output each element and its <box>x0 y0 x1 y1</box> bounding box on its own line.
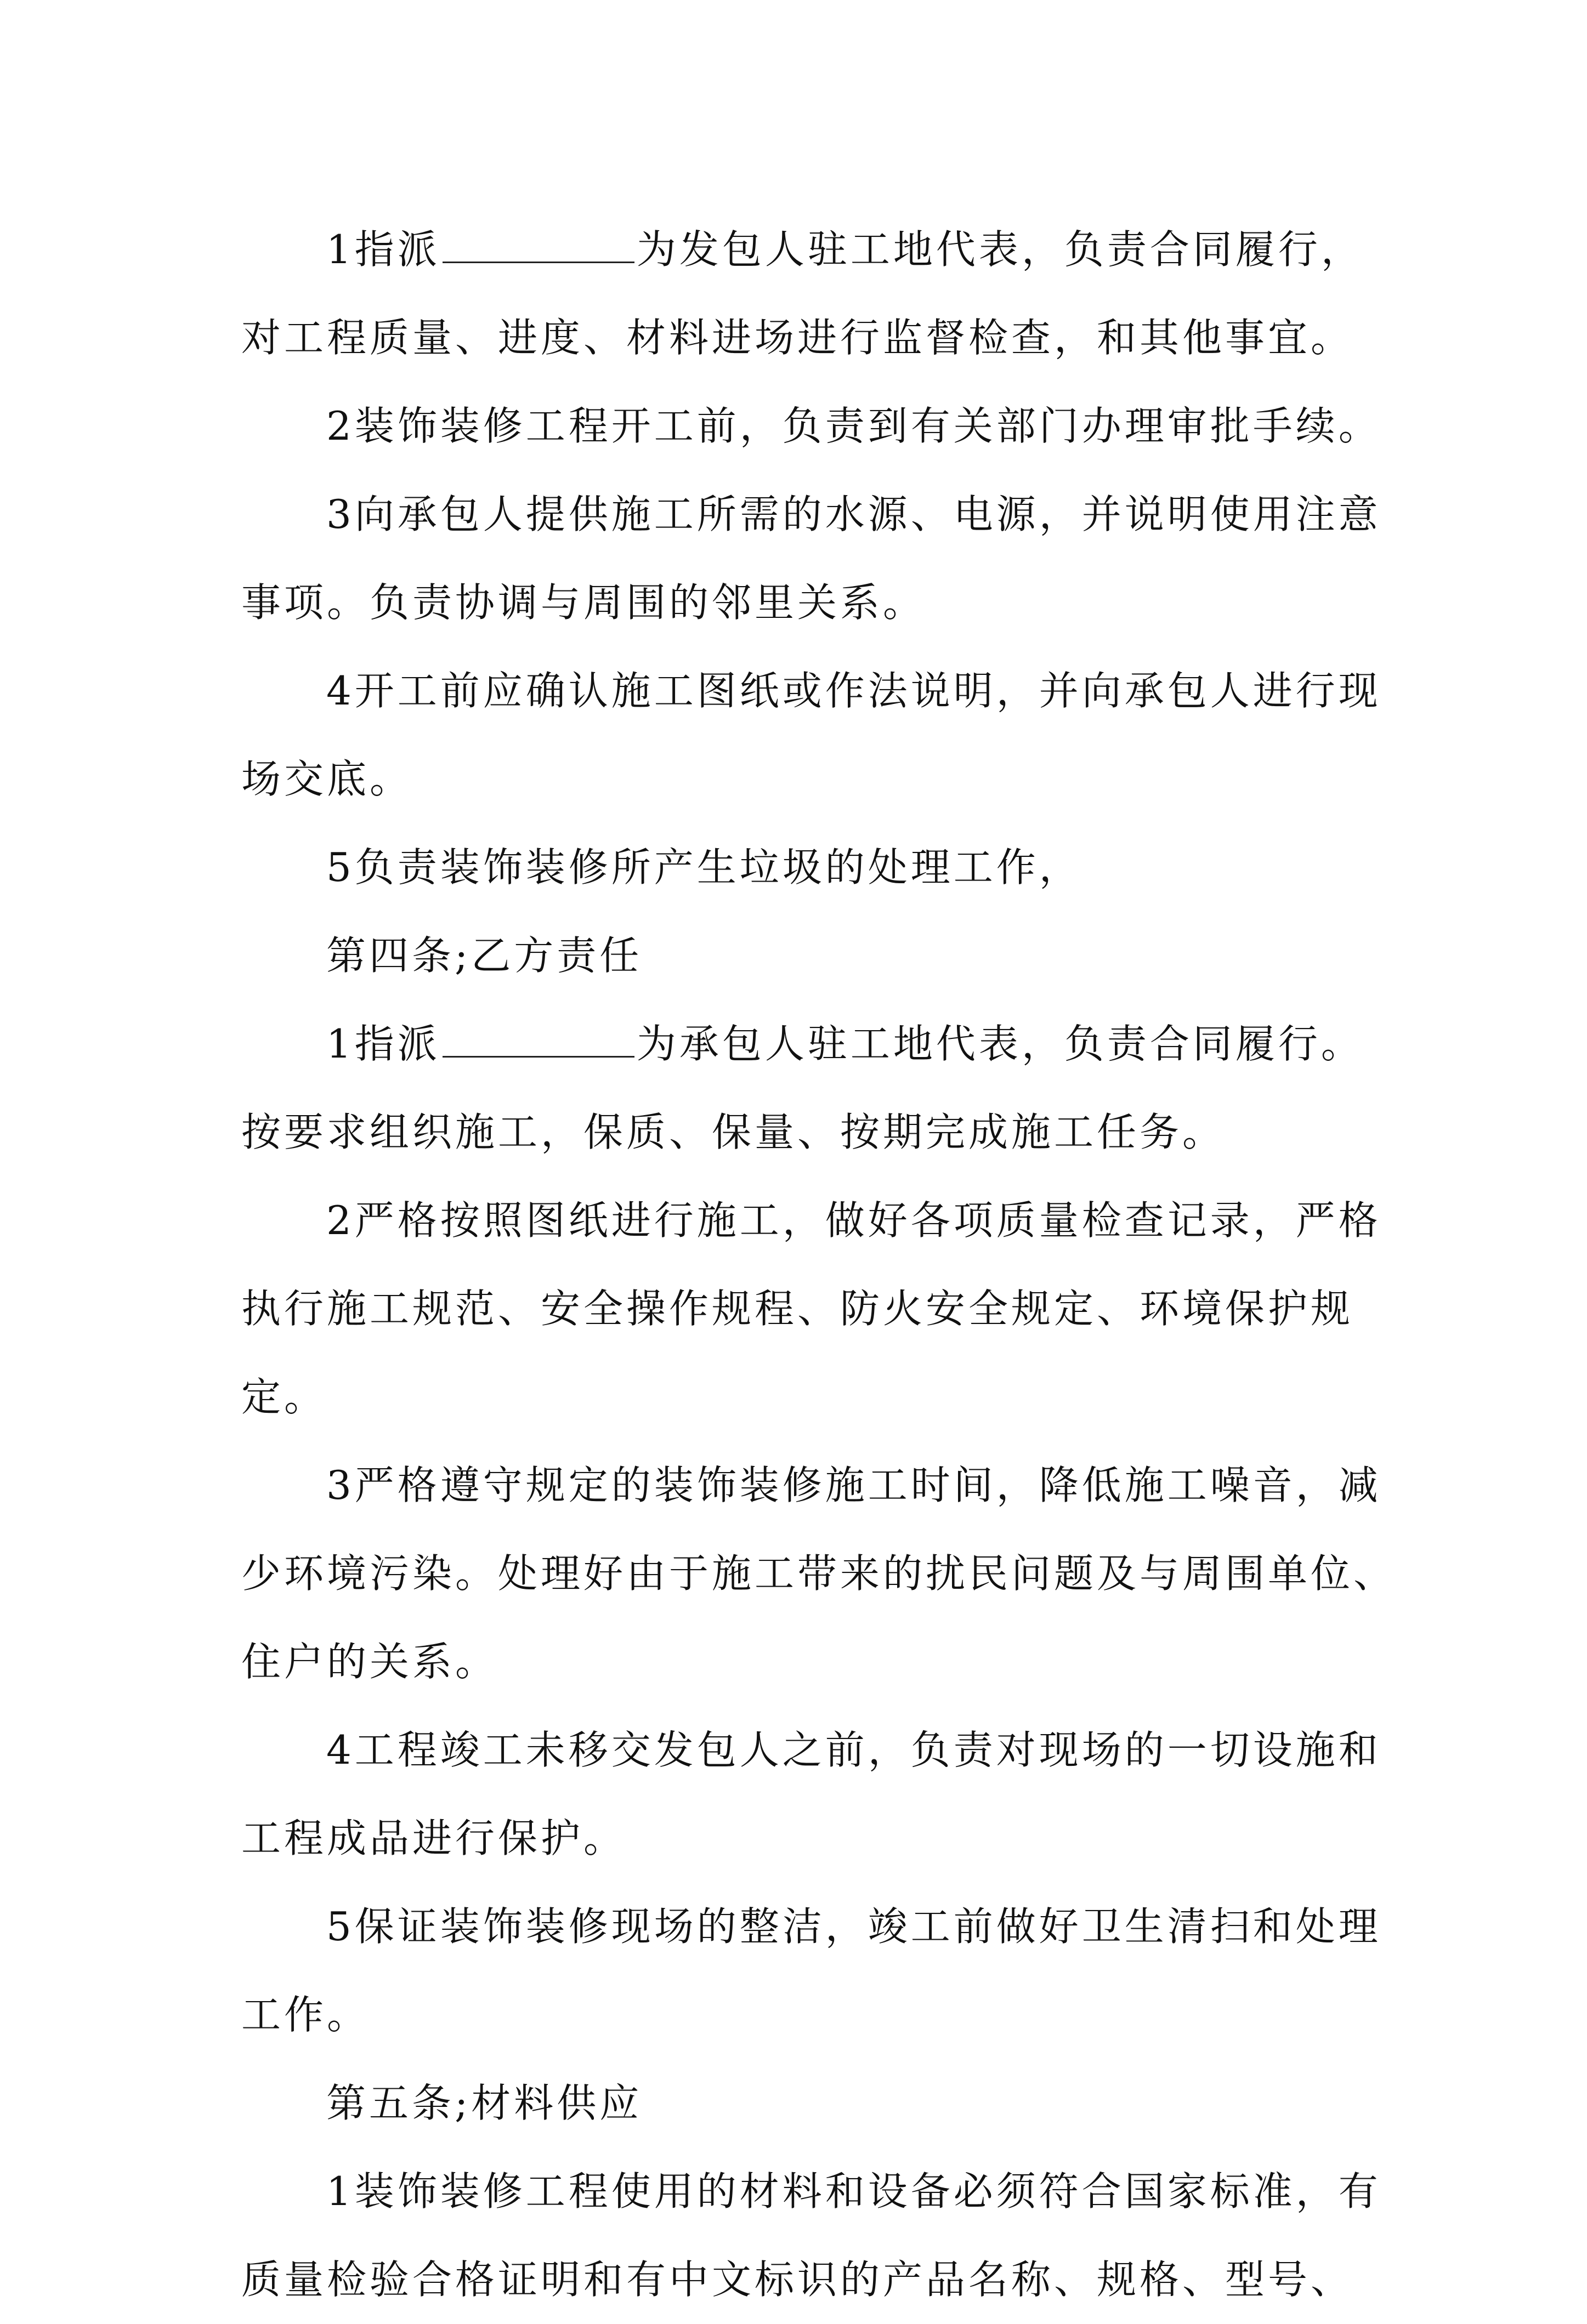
paragraph-2: 2装饰装修工程开工前，负责到有关部门办理审批手续。 <box>326 403 1381 449</box>
document-body <box>241 206 1398 2324</box>
paragraph-7-text: 为承包人驻工地代表，负责合同履行。按要求组织施工，保质、保量、按期完成施工任务。 <box>241 1021 1364 1155</box>
fill-in-blank-representative[interactable] <box>443 229 634 263</box>
paragraph-13: 1装饰装修工程使用的材料和设备必须符合国家标准，有质量检验合格证明和有中文标识的产品名称、规格、型号、 <box>241 2168 1381 2303</box>
fill-in-blank-contractor-representative[interactable] <box>443 1023 634 1058</box>
paragraph-1-lead: 1指派 <box>326 226 440 272</box>
paragraph-3: 3向承包人提供施工所需的水源、电源，并说明使用注意事项。负责协调与周围的邻里关系。 <box>241 491 1381 626</box>
section-heading-article-4: 第四条;乙方责任 <box>326 933 643 979</box>
paragraph-7-lead: 1指派 <box>326 1021 440 1067</box>
paragraph-11: 5保证装饰装修现场的整洁，竣工前做好卫生清扫和处理工作。 <box>241 1903 1381 2038</box>
paragraph-10: 4工程竣工未移交发包人之前，负责对现场的一切设施和工程成品进行保护。 <box>241 1727 1381 1861</box>
section-heading-article-5: 第五条;材料供应 <box>326 2080 643 2126</box>
paragraph-1-text: 为发包人驻工地代表，负责合同履行，对工程质量、进度、材料进场进行监督检查，和其他事宜。 <box>241 226 1364 361</box>
paragraph-8: 2严格按照图纸进行施工，做好各项质量检查记录，严格执行施工规范、安全操作规程、防火安全规定、环境保护规定。 <box>241 1197 1381 1420</box>
paragraph-1 <box>241 206 1398 382</box>
paragraph-9: 3严格遵守规定的装饰装修施工时间，降低施工噪音，减少环境污染。处理好由于施工带来的扰民问题及与周围单位、住户的关系。 <box>241 1462 1397 1685</box>
paragraph-4: 4开工前应确认施工图纸或作法说明，并向承包人进行现场交底。 <box>241 668 1381 802</box>
paragraph-7 <box>241 1000 1398 1177</box>
paragraph-5: 5负责装饰装修所产生垃圾的处理工作， <box>326 844 1082 890</box>
